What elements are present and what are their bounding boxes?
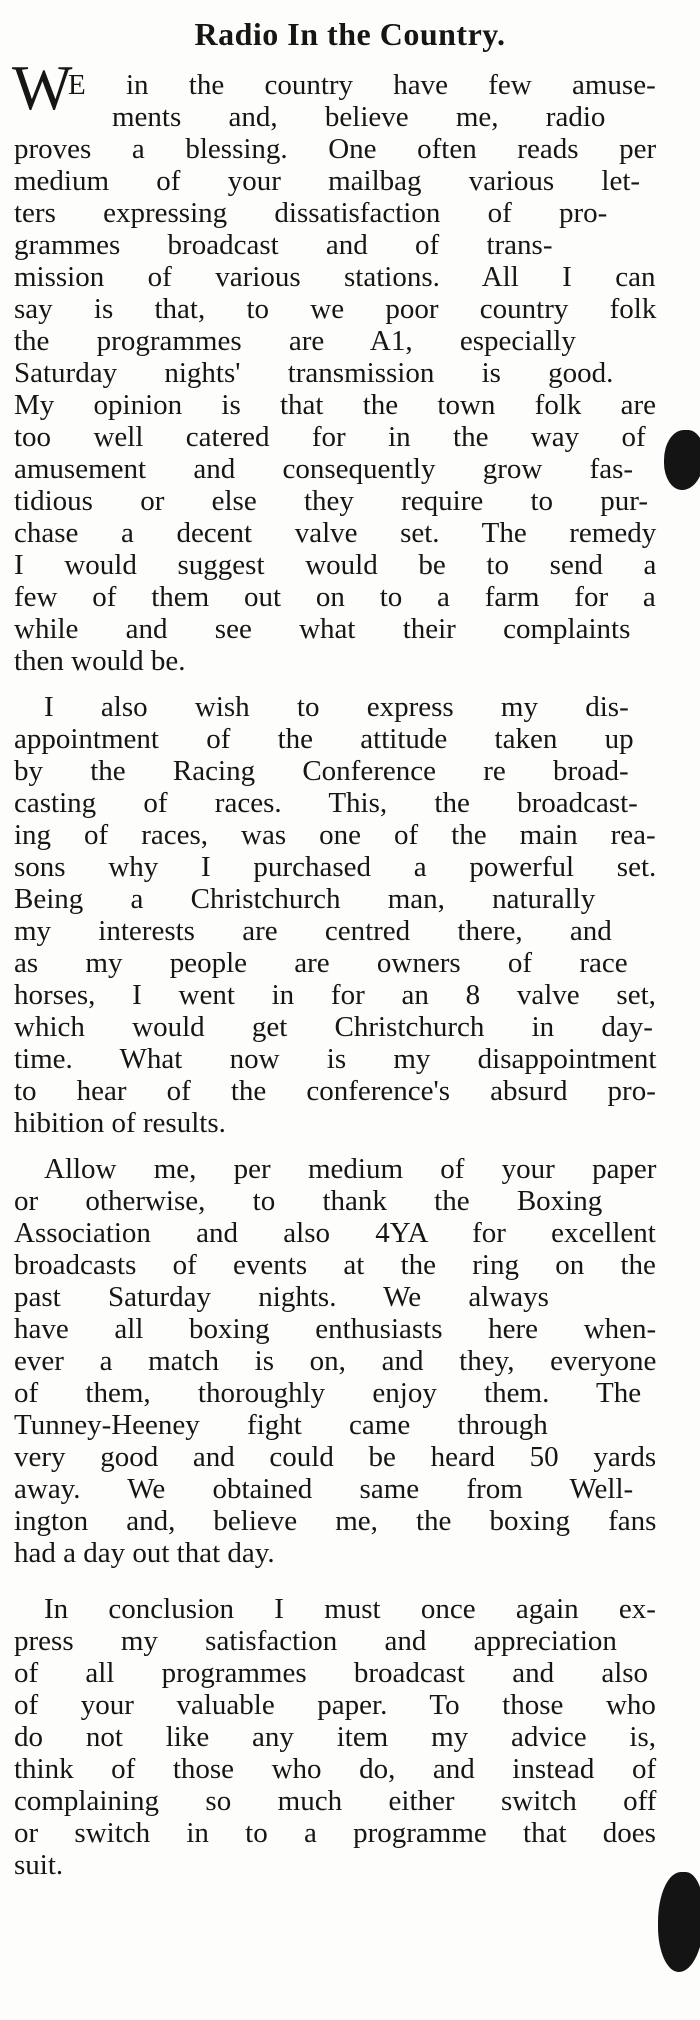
text-line: ments and, believe me, radio: [112, 101, 606, 133]
text-line: while and see what their complaints: [14, 613, 631, 645]
text-line: horses, I went in for an 8 valve set,: [14, 979, 656, 1011]
text-line: suit.: [14, 1849, 64, 1881]
text-line: very good and could be heard 50 yards: [14, 1441, 657, 1473]
text-line: have all boxing enthusiasts here when-: [14, 1313, 657, 1345]
text-line: or otherwise, to thank the Boxing: [14, 1185, 603, 1217]
text-line: away. We obtained same from Well-: [14, 1473, 634, 1505]
text-line: complaining so much either switch off: [14, 1785, 657, 1817]
text-line: Saturday nights' transmission is good.: [14, 357, 614, 389]
article-title: Radio In the Country.: [194, 16, 506, 52]
text-line: the programmes are A1, especially: [14, 325, 576, 357]
text-line: think of those who do, and instead of: [14, 1753, 657, 1785]
text-line: few of them out on to a farm for a: [14, 581, 656, 613]
text-line: say is that, to we poor country folk: [14, 293, 657, 325]
text-line: medium of your mailbag various let-: [14, 165, 641, 197]
text-line: tidious or else they require to pur-: [14, 485, 649, 517]
text-line: by the Racing Conference re broad-: [14, 755, 629, 787]
text-line: my interests are centred there, and: [14, 915, 612, 947]
text-line: press my satisfaction and appreciation: [14, 1625, 617, 1657]
text-line: which would get Christchurch in day-: [14, 1011, 653, 1043]
text-line: of your valuable paper. To those who: [14, 1689, 656, 1721]
text-line: mission of various stations. All I can: [14, 261, 656, 293]
text-line: I also wish to express my dis-: [44, 691, 629, 723]
text-line: E in the country have few amuse-: [68, 69, 656, 101]
text-line: too well catered for in the way of: [14, 421, 646, 453]
text-line: Tunney-Heeney fight came through: [14, 1409, 548, 1441]
text-line: sons why I purchased a powerful set.: [14, 851, 657, 883]
text-line: of all programmes broadcast and also: [14, 1657, 649, 1689]
text-line: proves a blessing. One often reads per: [14, 133, 657, 165]
text-line: I would suggest would be to send a: [14, 549, 657, 581]
text-line: time. What now is my disappointment: [14, 1043, 657, 1075]
text-line: ing of races, was one of the main rea-: [14, 819, 656, 851]
text-line: had a day out that day.: [14, 1537, 275, 1569]
text-line: In conclusion I must once again ex-: [44, 1593, 656, 1625]
text-line: Allow me, per medium of your paper: [44, 1153, 657, 1185]
text-line: ington and, believe me, the boxing fans: [14, 1505, 657, 1537]
text-line: hibition of results.: [14, 1107, 226, 1139]
text-line: amusement and consequently grow fas-: [14, 453, 634, 485]
text-line: or switch in to a programme that does: [14, 1817, 656, 1849]
text-line: casting of races. This, the broadcast-: [14, 787, 638, 819]
text-line: Association and also 4YA for excellent: [14, 1217, 656, 1249]
ink-blot: [658, 1872, 700, 1972]
text-line: My opinion is that the town folk are: [14, 389, 657, 421]
text-line: grammes broadcast and of trans-: [14, 229, 553, 261]
text-line: past Saturday nights. We always: [14, 1281, 549, 1313]
drop-cap: W: [12, 52, 73, 123]
text-line: as my people are owners of race: [14, 947, 628, 979]
text-line: ever a match is on, and they, everyone: [14, 1345, 657, 1377]
text-line: broadcasts of events at the ring on the: [14, 1249, 656, 1281]
text-line: of them, thoroughly enjoy them. The: [14, 1377, 642, 1409]
text-line: appointment of the attitude taken up: [14, 723, 634, 755]
text-line: Being a Christchurch man, naturally: [14, 883, 596, 915]
text-line: do not like any item my advice is,: [14, 1721, 657, 1753]
text-line: chase a decent valve set. The remedy: [14, 517, 657, 549]
text-line: then would be.: [14, 645, 186, 677]
text-line: to hear of the conference's absurd pro-: [14, 1075, 656, 1107]
ink-blot: [664, 430, 700, 490]
text-line: ters expressing dissatisfaction of pro-: [14, 197, 608, 229]
